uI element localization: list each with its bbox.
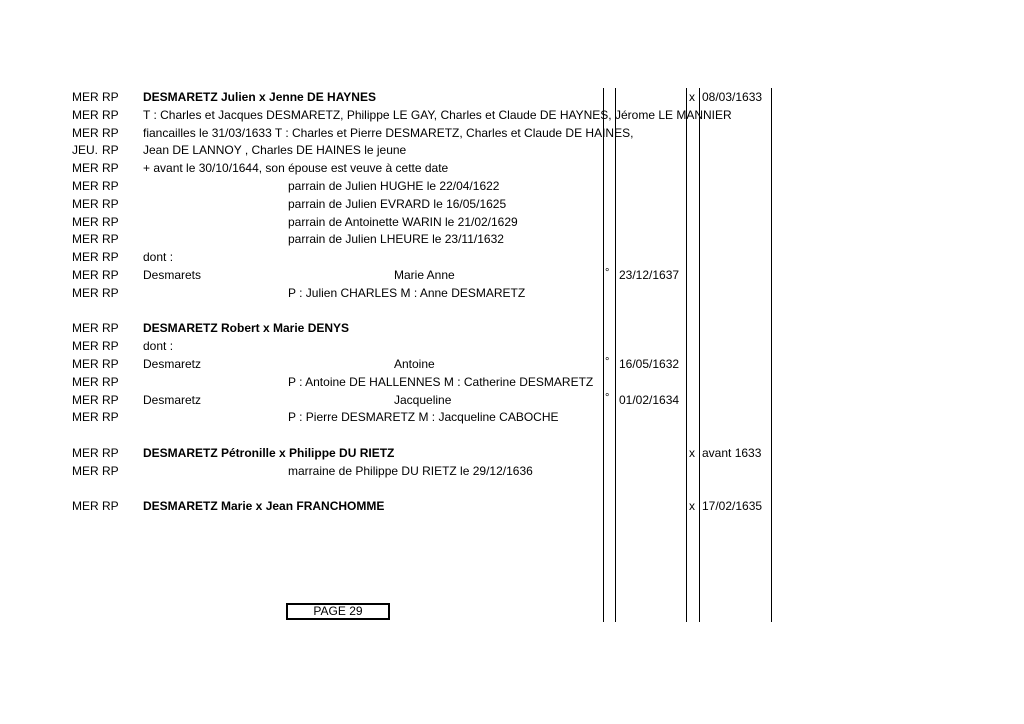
event-text: parrain de Antoinette WARIN le 21/02/1629 (288, 214, 518, 229)
event-text: parrain de Julien LHEURE le 23/11/1632 (288, 232, 504, 247)
entry-text: DESMARETZ Pétronille x Philippe DU RIETZ (143, 446, 395, 460)
register-row (0, 230, 1024, 248)
register-code: RP (102, 143, 119, 158)
source-code: MER (72, 196, 99, 211)
source-code: MER (72, 357, 99, 371)
source-code: MER (72, 339, 99, 354)
source-code: MER (72, 125, 99, 140)
register-row (0, 302, 1024, 320)
entry-text: Jean DE LANNOY , Charles DE HAINES le jeune (143, 143, 407, 158)
birth-mark: ° (605, 267, 610, 279)
event-text: P : Julien CHARLES M : Anne DESMARETZ (288, 285, 526, 300)
register-code: RP (102, 321, 119, 336)
source-code: MER (72, 161, 99, 176)
source-code: MER (72, 90, 99, 104)
birth-date: 16/05/1632 (619, 357, 680, 371)
register-row (0, 213, 1024, 231)
source-code: MER (72, 321, 99, 336)
marriage-date: avant 1633 (702, 446, 762, 460)
register-row (0, 391, 1024, 409)
register-code: RP (102, 285, 119, 300)
register-row (0, 248, 1024, 266)
register-row (0, 408, 1024, 426)
source-code: MER (72, 446, 99, 460)
register-code: RP (102, 499, 119, 514)
register-code: RP (102, 179, 119, 193)
page-number-box (286, 603, 390, 620)
register-code: RP (102, 374, 119, 389)
event-text: P : Pierre DESMARETZ M : Jacqueline CABOCHE (288, 410, 559, 425)
register-code: RP (102, 107, 119, 122)
register-row (0, 337, 1024, 355)
register-code: RP (102, 410, 119, 425)
register-code: RP (102, 161, 119, 176)
register-row (0, 141, 1024, 159)
entry-text: dont : (143, 339, 174, 354)
register-code: RP (102, 196, 119, 211)
register-row (0, 462, 1024, 480)
birth-date: 23/12/1637 (619, 268, 680, 282)
page-number: PAGE 29 (313, 604, 363, 618)
entry-text: DESMARETZ Robert x Marie DENYS (143, 321, 350, 336)
register-row (0, 159, 1024, 177)
entry-text: Desmaretz (143, 357, 202, 371)
register-row (0, 284, 1024, 302)
source-code: MER (72, 214, 99, 229)
register-code: RP (102, 125, 119, 140)
entry-text: fiancailles le 31/03/1633 T : Charles et Pierre DESMARETZ, Charles et Claude DE HAINES, (143, 125, 634, 140)
marriage-date: 17/02/1635 (702, 499, 763, 514)
source-code: MER (72, 463, 99, 478)
register-row (0, 195, 1024, 213)
register-code: RP (102, 90, 119, 104)
birth-mark: ° (605, 391, 610, 404)
register-row (0, 480, 1024, 498)
source-code: MER (72, 179, 99, 193)
marriage-mark: x (689, 446, 695, 460)
entry-text: DESMARETZ Marie x Jean FRANCHOMME (143, 499, 385, 514)
source-code: MER (72, 250, 99, 265)
source-code: MER (72, 232, 99, 247)
register-code: RP (102, 339, 119, 354)
source-code: MER (72, 410, 99, 425)
source-code: MER (72, 285, 99, 300)
register-row (0, 426, 1024, 444)
source-code: MER (72, 392, 99, 407)
event-text: marraine de Philippe DU RIETZ le 29/12/1636 (288, 463, 533, 478)
register-code: RP (102, 463, 119, 478)
register-row (0, 444, 1024, 462)
entry-text: + avant le 30/10/1644, son épouse est veuve à cette date (143, 161, 449, 176)
event-text: parrain de Julien EVRARD le 16/05/1625 (288, 196, 507, 211)
event-text: parrain de Julien HUGHE le 22/04/1622 (288, 179, 500, 193)
birth-date: 01/02/1634 (619, 392, 680, 407)
register-code: RP (102, 357, 119, 371)
register-row (0, 497, 1024, 515)
register-code: RP (102, 250, 119, 265)
entry-text: DESMARETZ Julien x Jenne DE HAYNES (143, 90, 376, 104)
event-text: P : Antoine DE HALLENNES M : Catherine DESMARETZ (288, 374, 594, 389)
register-row (0, 106, 1024, 124)
register-code: RP (102, 268, 119, 282)
marriage-date: 08/03/1633 (702, 90, 763, 104)
entry-text: Desmaretz (143, 392, 202, 407)
register-row (0, 124, 1024, 142)
register-code: RP (102, 392, 119, 407)
source-code: MER (72, 374, 99, 389)
source-code: MER (72, 107, 99, 122)
marriage-mark: x (689, 90, 695, 104)
register-row (0, 177, 1024, 195)
entry-text: dont : (143, 250, 174, 265)
first-name: Marie Anne (394, 268, 455, 282)
birth-mark: ° (605, 356, 610, 368)
register-code: RP (102, 214, 119, 229)
first-name: Jacqueline (394, 392, 452, 407)
entry-text: T : Charles et Jacques DESMARETZ, Philippe LE GAY, Charles et Claude DE HAYNES, Jérome LE MANNIER (143, 107, 732, 122)
register-row (0, 266, 1024, 284)
register-row (0, 319, 1024, 337)
first-name: Antoine (394, 357, 435, 371)
source-code: MER (72, 268, 99, 282)
register-code: RP (102, 446, 119, 460)
register-row (0, 88, 1024, 106)
entry-text: Desmarets (143, 268, 202, 282)
source-code: JEU. (72, 143, 99, 158)
source-code: MER (72, 499, 99, 514)
register-row (0, 355, 1024, 373)
register-row (0, 373, 1024, 391)
marriage-mark: x (689, 499, 695, 514)
register-code: RP (102, 232, 119, 247)
